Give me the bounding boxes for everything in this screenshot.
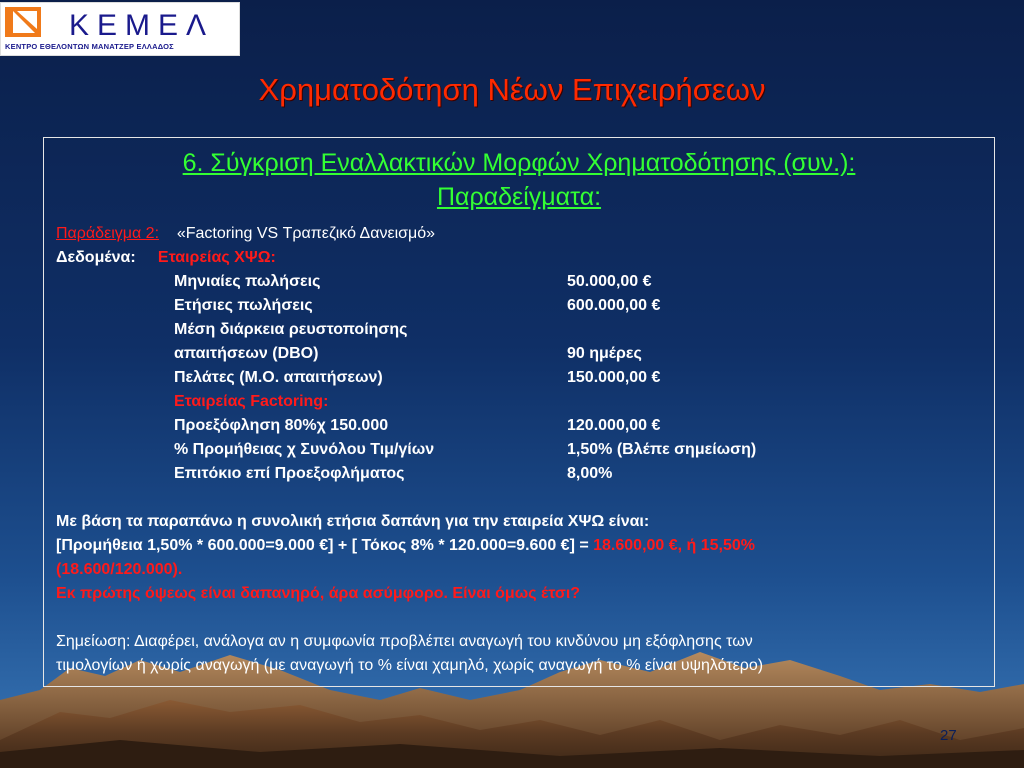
- row-value: 90 ημέρες: [567, 345, 642, 362]
- logo: [0, 2, 240, 56]
- section-heading: [44, 146, 994, 214]
- example-label: Παράδειγμα 2:: [56, 225, 160, 242]
- logo-letters: ΚΕΜΕΛ: [69, 9, 215, 42]
- row-label: % Προμήθειας χ Συνόλου Τιμ/γίων: [174, 441, 435, 458]
- row-label: Προεξόφληση 80%χ 150.000: [174, 417, 389, 434]
- row-label: Μέση διάρκεια ρευστοποίησης: [174, 321, 408, 338]
- summary-line-4: Εκ πρώτης όψεως είναι δαπανηρό, άρα ασύμφορο. Είναι όμως έτσι?: [56, 585, 581, 602]
- row-label: απαιτήσεων (DBO): [174, 345, 319, 362]
- heading-line-2: Παραδείγματα:: [436, 183, 602, 211]
- page-number: 27: [940, 727, 957, 744]
- row-label: Ετήσιες πωλήσεις: [174, 297, 313, 314]
- note-line-2: τιμολογίων ή χωρίς αναγωγή (με αναγωγή το % είναι χαμηλό, χωρίς αναγωγή το % είναι υψηλότερο): [56, 657, 764, 674]
- summary-line-1: Με βάση τα παραπάνω η συνολική ετήσια δαπάνη για την εταιρεία ΧΨΩ είναι:: [56, 513, 650, 530]
- data-label: Δεδομένα:: [56, 249, 136, 266]
- summary-line-3: (18.600/120.000).: [56, 561, 183, 578]
- row-value: 8,00%: [567, 465, 613, 482]
- summary-result: 18.600,00 €, ή 15,50%: [593, 537, 756, 554]
- row-value: 120.000,00 €: [567, 417, 661, 434]
- heading-line-1: 6. Σύγκριση Εναλλακτικών Μορφών Χρηματοδότησης (συν.):: [182, 149, 856, 177]
- note-line-1: Σημείωση: Διαφέρει, ανάλογα αν η συμφωνία προβλέπει αναγωγή του κινδύνου μη εξόφλησης των: [56, 633, 753, 650]
- content-panel: [43, 137, 995, 687]
- slide-title: Χρηματοδότηση Νέων Επιχειρήσεων: [258, 72, 766, 107]
- logo-mark-icon: [5, 7, 65, 43]
- example-text: «Factoring VS Τραπεζικό Δανεισμό»: [176, 225, 436, 242]
- row-value: 50.000,00 €: [567, 273, 652, 290]
- row-value: 150.000,00 €: [567, 369, 661, 386]
- summary-formula: [Προμήθεια 1,50% * 600.000=9.000 €] + [ Τόκος 8% * 120.000=9.600 €] =: [56, 537, 594, 554]
- row-value: 1,50% (Βλέπε σημείωση): [567, 441, 757, 458]
- data-line: [56, 247, 276, 269]
- row-value: 600.000,00 €: [567, 297, 661, 314]
- company-xyz-label: Εταιρείας ΧΨΩ:: [157, 249, 276, 266]
- logo-subtitle: ΚΕΝΤΡΟ ΕΘΕΛΟΝΤΩΝ ΜΑΝΑΤΖΕΡ ΕΛΛΑΔΟΣ: [5, 42, 174, 51]
- row-label: Μηνιαίες πωλήσεις: [174, 273, 321, 290]
- row-label: Επιτόκιο επί Προεξοφλήματος: [174, 465, 405, 482]
- company-factoring-label: Εταιρείας Factoring:: [174, 393, 329, 410]
- row-label: Πελάτες (Μ.Ο. απαιτήσεων): [174, 369, 383, 386]
- example-line: [56, 223, 435, 245]
- summary-line-2: [56, 535, 755, 557]
